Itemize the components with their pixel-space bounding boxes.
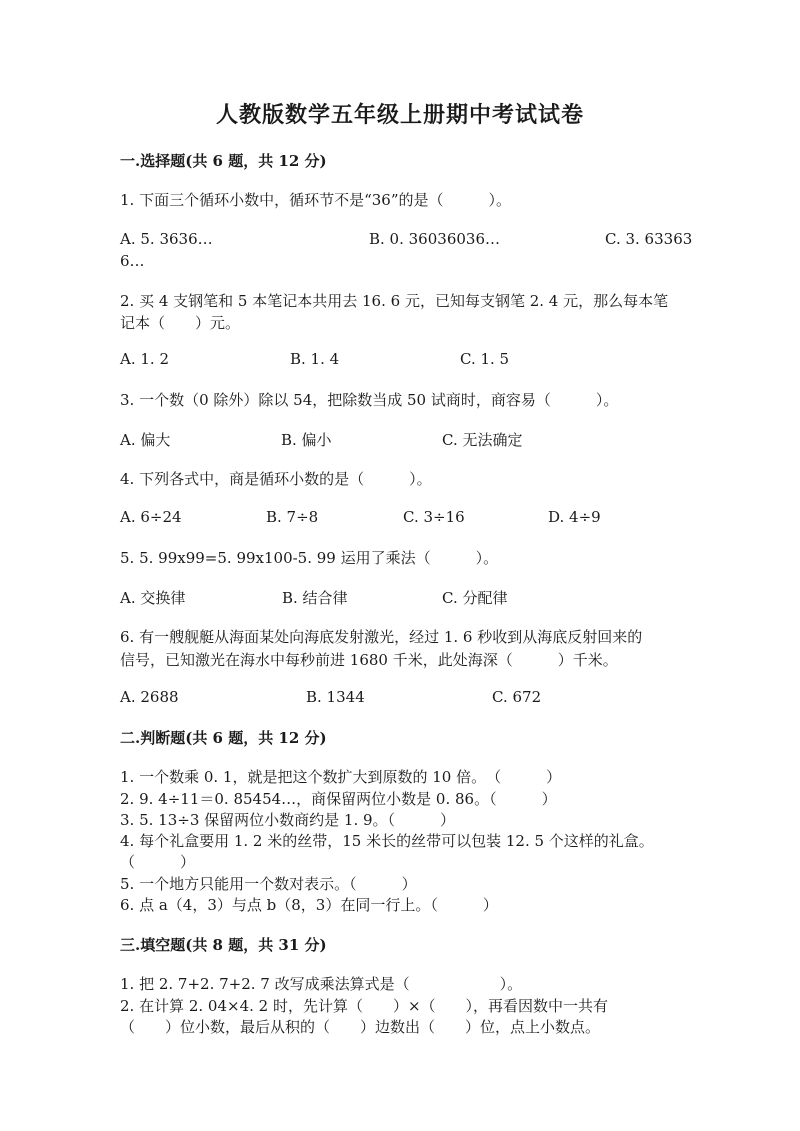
question-1: 1. 下面三个循环小数中，循环节不是“36”的是（ ）。	[120, 191, 512, 209]
judgement-5: 5. 一个地方只能用一个数对表示。（ ）	[120, 875, 417, 893]
option-c-continued: 6…	[120, 252, 145, 270]
judgement-4-line-1: 4. 每个礼盒要用 1. 2 米的丝带，15 米长的丝带可以包装 12. 5 个这样的礼盒。	[120, 832, 654, 850]
fill-2-line-2: （ ）位小数，最后从积的（ ）边数出（ ）位，点上小数点。	[120, 1018, 601, 1036]
judgement-6: 6. 点 a（4，3）与点 b（8，3）在同一行上。（ ）	[120, 896, 498, 914]
option-c: C. 3. 63363	[605, 230, 693, 248]
option-b: B. 1344	[306, 688, 365, 706]
judgement-4-line-2: （ ）	[120, 853, 196, 871]
option-b: B. 0. 36036036…	[369, 230, 500, 248]
option-c: C. 无法确定	[442, 431, 523, 449]
fill-2-line-1: 2. 在计算 2. 04×4. 2 时，先计算（ ）×（ ），再看因数中一共有	[120, 997, 609, 1015]
fill-1: 1. 把 2. 7+2. 7+2. 7 改写成乘法算式是（ ）。	[120, 975, 523, 993]
question-6-line-2: 信号，已知激光在海水中每秒前进 1680 千米，此处海深（ ）千米。	[120, 651, 618, 669]
option-a: A. 5. 3636…	[120, 230, 213, 248]
option-b: B. 结合律	[282, 589, 348, 607]
option-c: C. 分配律	[442, 589, 508, 607]
question-2-line-1: 2. 买 4 支钢笔和 5 本笔记本共用去 16. 6 元，已知每支钢笔 2. 4 元，那么每本笔	[120, 292, 669, 310]
judgement-3: 3. 5. 13÷3 保留两位小数商约是 1. 9。（ ）	[120, 811, 456, 829]
section-heading-choice: 一.选择题(共 6 题，共 12 分)	[120, 152, 327, 170]
option-b: B. 7÷8	[266, 508, 319, 526]
question-3: 3. 一个数（0 除外）除以 54，把除数当成 50 试商时，商容易（ ）。	[120, 391, 619, 409]
option-c: C. 3÷16	[403, 508, 465, 526]
option-a: A. 偏大	[120, 431, 171, 449]
judgement-2: 2. 9. 4÷11＝0. 85454…，商保留两位小数是 0. 86。（ ）	[120, 790, 557, 808]
judgement-1: 1. 一个数乘 0. 1，就是把这个数扩大到原数的 10 倍。 （ ）	[120, 768, 562, 786]
page-title: 人教版数学五年级上册期中考试试卷	[215, 102, 584, 128]
section-heading-fill: 三.填空题(共 8 题，共 31 分)	[120, 936, 327, 954]
section-heading-judgement: 二.判断题(共 6 题，共 12 分)	[120, 729, 327, 747]
question-5: 5. 5. 99x99=5. 99x100-5. 99 运用了乘法（ ）。	[120, 549, 499, 567]
option-b: B. 偏小	[281, 431, 332, 449]
option-d: D. 4÷9	[548, 508, 601, 526]
option-c: C. 1. 5	[460, 350, 510, 368]
question-4: 4. 下列各式中，商是循环小数的是（ ）。	[120, 470, 432, 488]
question-2-line-2: 记本（ ）元。	[120, 314, 241, 332]
option-a: A. 交换律	[120, 589, 186, 607]
option-a: A. 2688	[120, 688, 179, 706]
option-a: A. 1. 2	[120, 350, 169, 368]
question-6-line-1: 6. 有一艘舰艇从海面某处向海底发射激光，经过 1. 6 秒收到从海底反射回来的	[120, 628, 643, 646]
option-b: B. 1. 4	[290, 350, 340, 368]
option-c: C. 672	[492, 688, 542, 706]
option-a: A. 6÷24	[120, 508, 182, 526]
